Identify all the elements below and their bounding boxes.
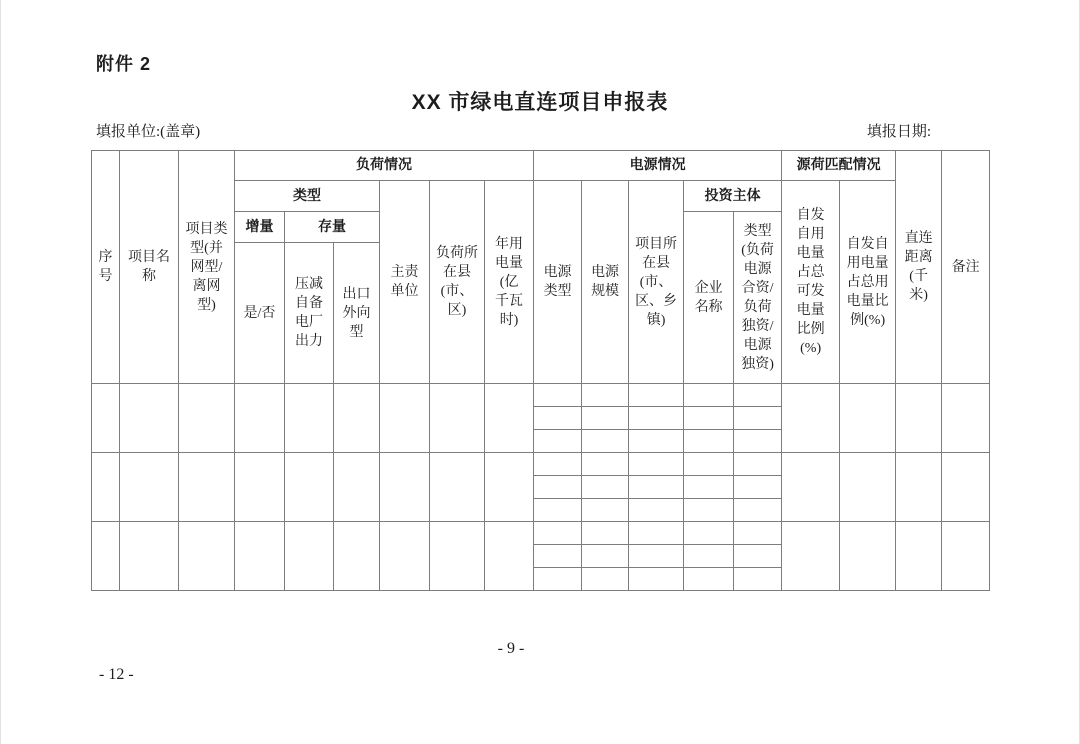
header-remark: 备注 <box>942 151 990 384</box>
header-power-group: 电源情况 <box>534 151 782 181</box>
empty-cell <box>582 522 629 545</box>
empty-cell <box>534 407 582 430</box>
empty-cell <box>582 545 629 568</box>
empty-cell <box>120 453 179 522</box>
empty-cell <box>430 384 485 453</box>
empty-cell <box>92 453 120 522</box>
empty-cell <box>840 453 896 522</box>
empty-cell <box>629 568 684 591</box>
empty-cell <box>782 453 840 522</box>
empty-cell <box>629 499 684 522</box>
empty-cell <box>380 522 430 591</box>
empty-cell <box>334 384 380 453</box>
empty-cell <box>485 453 534 522</box>
header-annual-consumption: 年用电量(亿千瓦时) <box>485 181 534 384</box>
header-investor-group: 投资主体 <box>684 181 782 212</box>
empty-cell <box>534 430 582 453</box>
header-investor-type: 类型(负荷电源合资/负荷独资/电源独资) <box>734 212 782 384</box>
empty-cell <box>840 384 896 453</box>
empty-cell <box>942 453 990 522</box>
fill-date-label: 填报日期: <box>866 124 931 140</box>
empty-cell <box>629 407 684 430</box>
empty-cell <box>334 522 380 591</box>
table-row <box>92 522 990 545</box>
empty-cell <box>629 453 684 476</box>
empty-cell <box>684 453 734 476</box>
empty-cell <box>120 522 179 591</box>
empty-cell <box>582 499 629 522</box>
empty-cell <box>582 430 629 453</box>
empty-cell <box>534 499 582 522</box>
empty-cell <box>534 522 582 545</box>
empty-cell <box>120 384 179 453</box>
header-stock: 存量 <box>285 212 380 243</box>
empty-cell <box>629 545 684 568</box>
page-title: XX 市绿电直连项目申报表 <box>411 91 669 114</box>
empty-cell <box>684 430 734 453</box>
application-form-table-wrap <box>91 150 990 591</box>
header-enterprise-name: 企业名称 <box>684 212 734 384</box>
empty-cell <box>734 453 782 476</box>
header-yes-no: 是/否 <box>235 243 285 384</box>
empty-cell <box>629 430 684 453</box>
header-export-oriented: 出口外向型 <box>334 243 380 384</box>
empty-cell <box>285 522 334 591</box>
meta-row <box>96 120 989 141</box>
header-self-use-of-generation-ratio: 自发自用电量占总可发电量比例(%) <box>782 181 840 384</box>
empty-cell <box>285 453 334 522</box>
empty-cell <box>582 568 629 591</box>
empty-cell <box>92 384 120 453</box>
empty-cell <box>179 384 235 453</box>
empty-cell <box>380 384 430 453</box>
header-power-type: 电源类型 <box>534 181 582 384</box>
empty-cell <box>896 522 942 591</box>
empty-cell <box>582 453 629 476</box>
header-seq: 序号 <box>92 151 120 384</box>
empty-cell <box>782 522 840 591</box>
empty-cell <box>430 522 485 591</box>
header-power-scale: 电源规模 <box>582 181 629 384</box>
empty-cell <box>896 384 942 453</box>
empty-cell <box>734 499 782 522</box>
header-load-group: 负荷情况 <box>235 151 534 181</box>
empty-cell <box>235 522 285 591</box>
header-load-county: 负荷所在县(市、区) <box>430 181 485 384</box>
table-row <box>92 453 990 476</box>
header-increment: 增量 <box>235 212 285 243</box>
empty-cell <box>285 384 334 453</box>
header-responsible-unit: 主责单位 <box>380 181 430 384</box>
page-number-section: - 9 - <box>497 640 525 657</box>
empty-cell <box>485 522 534 591</box>
empty-cell <box>485 384 534 453</box>
fill-unit-label: 填报单位:(盖章) <box>96 124 201 140</box>
empty-cell <box>684 522 734 545</box>
empty-cell <box>840 522 896 591</box>
empty-cell <box>235 453 285 522</box>
table-row <box>92 384 990 407</box>
header-type-group: 类型 <box>235 181 380 212</box>
empty-cell <box>334 453 380 522</box>
empty-cell <box>380 453 430 522</box>
empty-cell <box>684 384 734 407</box>
header-match-group: 源荷匹配情况 <box>782 151 896 181</box>
empty-cell <box>684 568 734 591</box>
header-cut-self-plant-output: 压减自备电厂出力 <box>285 243 334 384</box>
attachment-label: 附件 2 <box>96 54 152 74</box>
header-self-use-of-consumption-ratio: 自发自用电量占总用电量比例(%) <box>840 181 896 384</box>
empty-cell <box>942 384 990 453</box>
header-direct-distance: 直连距离(千米) <box>896 151 942 384</box>
empty-cell <box>734 430 782 453</box>
empty-cell <box>734 522 782 545</box>
empty-cell <box>684 476 734 499</box>
empty-cell <box>629 476 684 499</box>
empty-cell <box>534 384 582 407</box>
empty-cell <box>235 384 285 453</box>
empty-cell <box>582 407 629 430</box>
empty-cell <box>684 407 734 430</box>
header-project-type: 项目类型(并网型/离网型) <box>179 151 235 384</box>
empty-cell <box>430 453 485 522</box>
empty-cell <box>534 453 582 476</box>
empty-cell <box>179 522 235 591</box>
page-number-document: - 12 - <box>99 666 134 683</box>
empty-cell <box>734 545 782 568</box>
empty-cell <box>734 384 782 407</box>
header-project-county: 项目所在县(市、区、乡镇) <box>629 181 684 384</box>
empty-cell <box>734 407 782 430</box>
empty-cell <box>534 545 582 568</box>
application-form-table <box>91 150 990 591</box>
empty-cell <box>942 522 990 591</box>
empty-cell <box>179 453 235 522</box>
empty-cell <box>534 568 582 591</box>
empty-cell <box>629 384 684 407</box>
empty-cell <box>582 476 629 499</box>
empty-cell <box>534 476 582 499</box>
empty-cell <box>782 384 840 453</box>
empty-cell <box>684 545 734 568</box>
empty-cell <box>92 522 120 591</box>
header-row-groups <box>92 151 990 181</box>
empty-cell <box>629 522 684 545</box>
empty-cell <box>734 476 782 499</box>
empty-cell <box>582 384 629 407</box>
empty-cell <box>896 453 942 522</box>
empty-cell <box>734 568 782 591</box>
empty-cell <box>684 499 734 522</box>
header-project-name: 项目名称 <box>120 151 179 384</box>
